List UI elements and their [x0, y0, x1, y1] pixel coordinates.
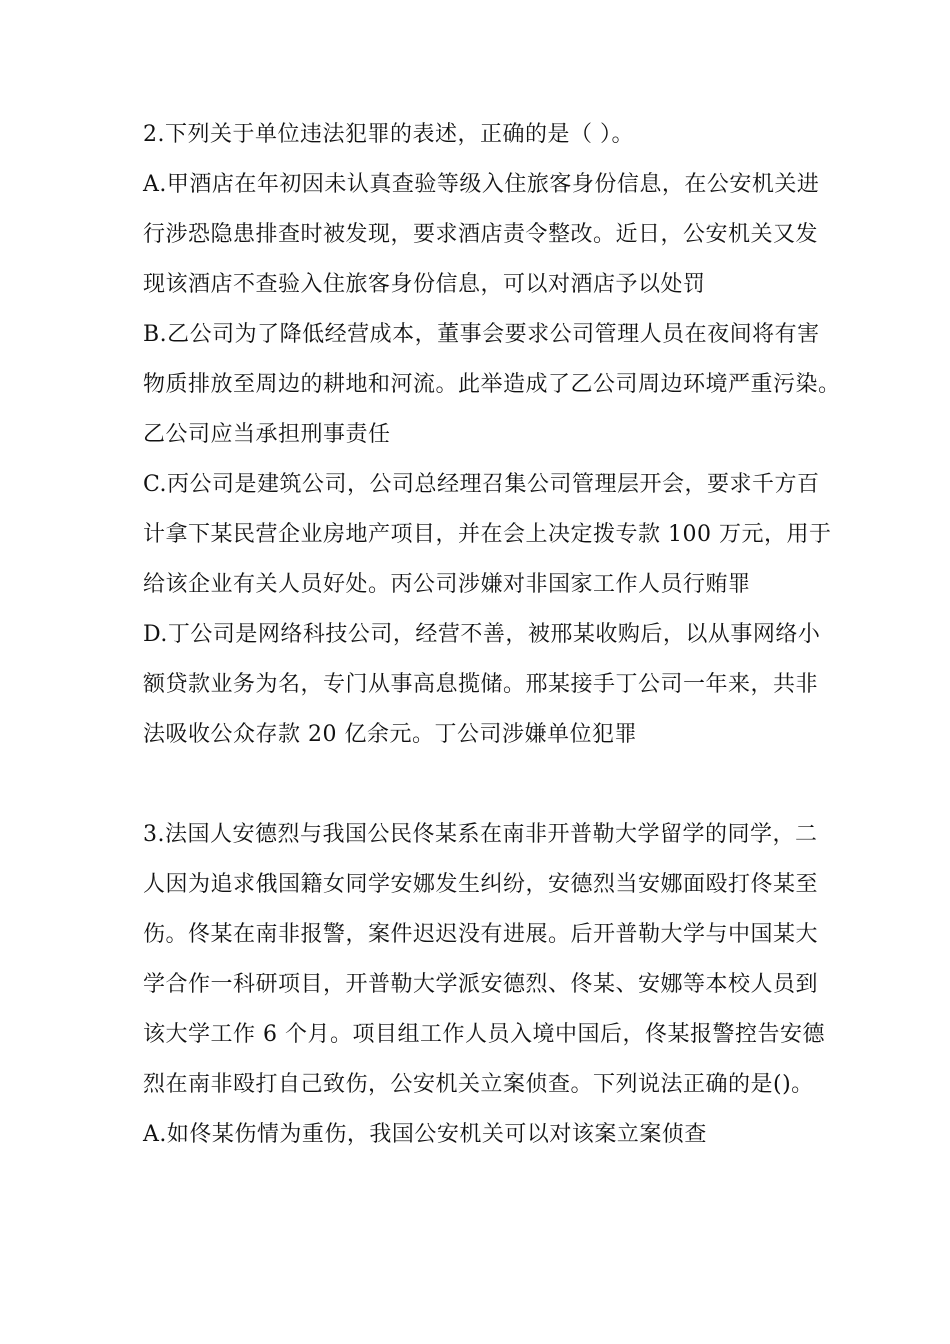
question-3-option-a-line-1: A.如佟某伤情为重伤，我国公安机关可以对该案立案侦查: [143, 1122, 707, 1147]
question-3-stem-line-3: 伤。佟某在南非报警，案件迟迟没有进展。后开普勒大学与中国某大: [143, 922, 819, 947]
question-3-stem-line-2: 人因为追求俄国籍女同学安娜发生纠纷，安德烈当安娜面殴打佟某至: [143, 872, 819, 897]
question-2-option-b-line-3: 乙公司应当承担刑事责任: [143, 422, 391, 447]
question-2-option-b-line-2: 物质排放至周边的耕地和河流。此举造成了乙公司周边环境严重污染。: [143, 372, 841, 397]
question-3-stem-line-6: 烈在南非殴打自己致伤，公安机关立案侦查。下列说法正确的是()。: [143, 1072, 814, 1097]
question-2-option-a-line-2: 行涉恐隐患排查时被发现，要求酒店责令整改。近日，公安机关又发: [143, 222, 819, 247]
question-3-stem-line-4: 学合作一科研项目，开普勒大学派安德烈、佟某、安娜等本校人员到: [143, 972, 819, 997]
question-2-option-c-line-3: 给该企业有关人员好处。丙公司涉嫌对非国家工作人员行贿罪: [143, 572, 751, 597]
question-2-option-d-line-1: D.丁公司是网络科技公司，经营不善，被邢某收购后，以从事网络小: [143, 622, 821, 647]
question-2-stem: 2.下列关于单位违法犯罪的表述，正确的是（ ）。: [143, 122, 634, 147]
question-2-option-c-line-1: C.丙公司是建筑公司，公司总经理召集公司管理层开会，要求千方百: [143, 472, 820, 497]
question-3-stem-line-5: 该大学工作 6 个月。项目组工作人员入境中国后，佟某报警控告安德: [143, 1022, 825, 1047]
question-2-option-b-line-1: B.乙公司为了降低经营成本，董事会要求公司管理人员在夜间将有害: [143, 322, 820, 347]
question-2-option-d-line-3: 法吸收公众存款 20 亿余元。丁公司涉嫌单位犯罪: [143, 722, 637, 747]
question-2-option-d-line-2: 额贷款业务为名，专门从事高息揽储。邢某接手丁公司一年来，共非: [143, 672, 819, 697]
question-3-stem-line-1: 3.法国人安德烈与我国公民佟某系在南非开普勒大学留学的同学，二: [143, 822, 818, 847]
question-2-option-c-line-2: 计拿下某民营企业房地产项目，并在会上决定拨专款 100 万元，用于: [143, 522, 832, 547]
question-2-option-a-line-3: 现该酒店不查验入住旅客身份信息，可以对酒店予以处罚: [143, 272, 706, 297]
question-2-option-a-line-1: A.甲酒店在年初因未认真查验等级入住旅客身份信息，在公安机关进: [143, 172, 820, 197]
